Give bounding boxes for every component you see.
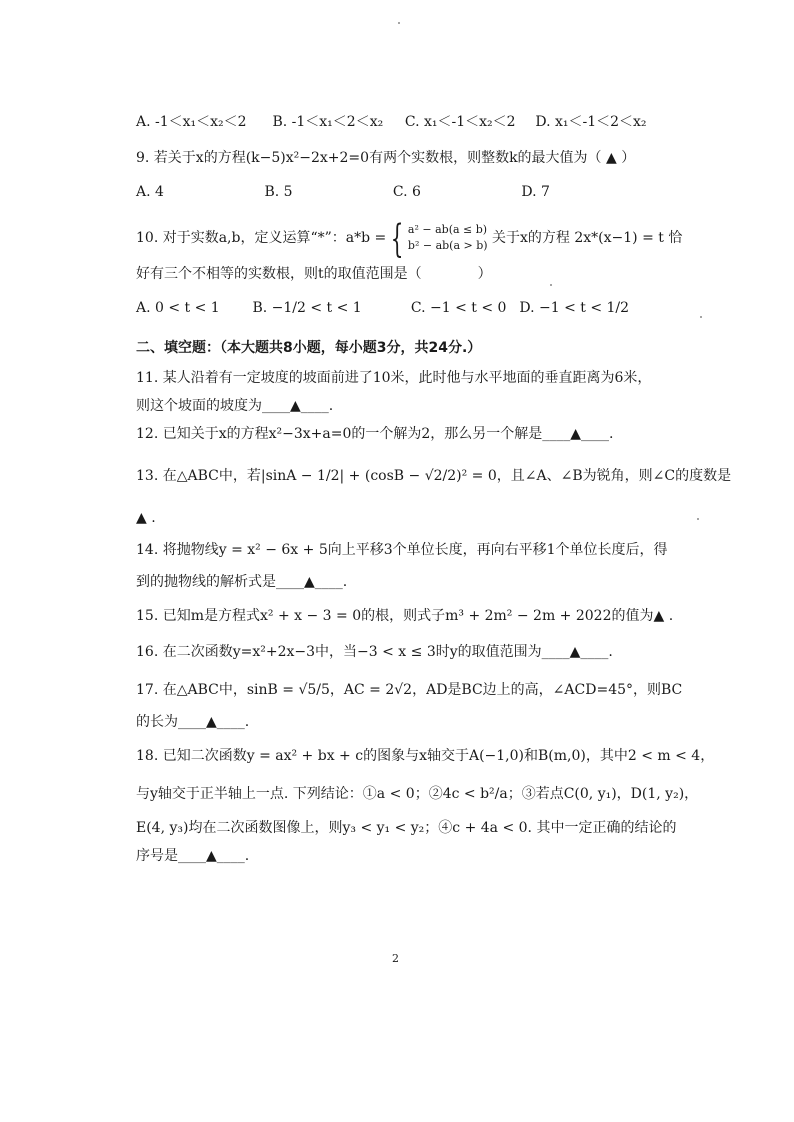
q18-line3: E(4, y₃)均在二次函数图像上，则y₃ < y₁ < y₂；④c + 4a < 0. 其中一定正确的结论的 [136, 820, 677, 836]
q18-line4: 序号是____▲____. [136, 848, 250, 864]
q18-line1: 18. 已知二次函数y = ax² + bx + c的图象与x轴交于A(−1,0)和B(m,0)，其中2 < m < 4， [136, 748, 715, 764]
q14-line2: 到的抛物线的解析式是____▲____. [136, 574, 348, 590]
q10-case-2: b² − ab(a > b) [407, 239, 488, 252]
q10-cases [408, 222, 488, 254]
q13-line2: ▲ . [136, 510, 156, 526]
q16: 16. 在二次函数y=x²+2x−3中，当−3 < x ≤ 3时y的取值范围为____▲____. [136, 644, 613, 660]
q8-option-c: C. x₁＜-1＜x₂＜2 [404, 114, 516, 130]
brace: { [390, 215, 404, 261]
q12: 12. 已知关于x的方程x²−3x+a=0的一个解为2，那么另一个解是____▲____. [136, 426, 614, 442]
scan-speck [700, 316, 702, 318]
q14-line1: 14. 将抛物线y = x² − 6x + 5向上平移3个单位长度，再向右平移1个单位长度后，得 [136, 542, 668, 558]
q17-line2: 的长为____▲____. [136, 714, 250, 730]
q9-option-d: D. 7 [521, 184, 550, 200]
q18-line2: 与y轴交于正半轴上一点. 下列结论：①a < 0；②4c < b²/a；③若点C(0, y₁)，D(1, y₂)， [136, 786, 699, 802]
scan-speck [697, 518, 699, 520]
q10-option-d: D. −1 < t < 1/2 [519, 300, 630, 316]
q10-stem-line2: 好有三个不相等的实数根，则t的取值范围是（ ） [136, 266, 492, 282]
q17-line1: 17. 在△ABC中，sinB = √5/5，AC = 2√2，AD是BC边上的高，∠ACD=45°，则BC [136, 682, 683, 698]
q10-option-a: A. 0 < t < 1 [136, 300, 220, 316]
q9-option-b: B. 5 [264, 184, 293, 200]
q10-case-1: a² − ab(a ≤ b) [407, 223, 488, 236]
q10-options [136, 298, 629, 318]
q10-option-b: B. −1/2 < t < 1 [252, 300, 362, 316]
q10-stem-end: 关于x的方程 2x*(x−1) = t 恰 [492, 230, 683, 246]
scan-speck [550, 284, 552, 286]
q8-option-d: D. x₁＜-1＜2＜x₂ [535, 114, 647, 130]
q9-options [136, 182, 550, 202]
scan-speck [398, 22, 400, 24]
q8-options [136, 112, 647, 132]
q11-line1: 11. 某人沿着有一定坡度的坡面前进了10米，此时他与水平地面的垂直距离为6米， [136, 370, 652, 386]
q15: 15. 已知m是方程式x² + x − 3 = 0的根，则式子m³ + 2m² − 2m + 2022的值为▲ . [136, 608, 674, 624]
q10-option-c: C. −1 < t < 0 [410, 300, 507, 316]
q9-option-a: A. 4 [136, 184, 164, 200]
q11-line2: 则这个坡面的坡度为____▲____. [136, 398, 334, 414]
q10-stem-line1 [136, 215, 683, 261]
q9-stem: 9. 若关于x的方程(k−5)x²−2x+2=0有两个实数根，则整数k的最大值为（ ▲ ） [136, 150, 636, 166]
q13-line1: 13. 在△ABC中，若|sinA − 1/2| + (cosB − √2/2)² = 0，且∠A、∠B为锐角，则∠C的度数是 [136, 468, 732, 484]
page-number: 2 [392, 952, 399, 965]
q10-stem-start: 10. 对于实数a,b，定义运算“*”：a*b = [136, 230, 387, 246]
section-fill-in-heading: 二、填空题：（本大题共8小题，每小题3分，共24分.） [136, 340, 482, 356]
q8-option-a: A. -1＜x₁＜x₂＜2 [136, 114, 247, 130]
q8-option-b: B. -1＜x₁＜2＜x₂ [272, 114, 384, 130]
q9-option-c: C. 6 [392, 184, 421, 200]
